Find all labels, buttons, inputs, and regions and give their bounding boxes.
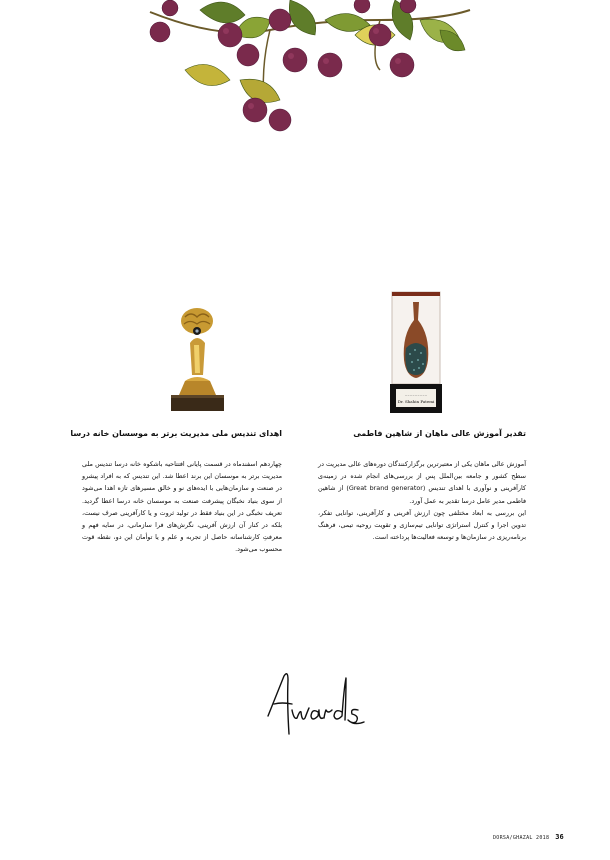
right-award-heading: تقدیر آموزش عالی ماهان از شاهین فاطمی	[353, 429, 526, 438]
page-number: 36	[555, 833, 564, 841]
left-award-section	[70, 428, 282, 556]
golden-trophy-image	[165, 303, 230, 413]
page-footer	[493, 833, 597, 845]
svg-text:~~~~~~~~~: ~~~~~~~~~	[404, 393, 428, 397]
plaque-text: Dr. Shahin Fatemi	[397, 399, 435, 404]
footer-issue-label: DORSA/GHAZAL 2018	[493, 835, 550, 841]
blackberry-branch-image	[140, 0, 480, 140]
right-award-section	[318, 428, 526, 543]
vase-trophy-image	[388, 290, 444, 415]
right-award-paragraph: این بررسی به ابعاد مختلفی چون ارزش آفرینی و کارآفرینی، توانایی تفکر، تدوین اجرا و کنترل استراتژی توانایی تیم‌سازی و تقویت روحیه تیمی، فرهنگ برنامه‌ریزی در سازمان‌ها و توسعه فعالیت‌ها پرداخته است.	[318, 508, 526, 542]
awards-signature-text: Awards	[316, 740, 320, 741]
right-award-paragraph: آموزش عالی ماهان یکی از معتبرترین برگزارکنندگان دوره‌های عالی مدیریت در سطح کشور و جامعه بین‌الملل پس از بررسی‌های انجام شده در زمینه‌ی کارآفرینی و نوآوری با اهدای تندیس (Great brand generator) از شاهین فاطمی مدیر عامل درسا تقدیر به عمل آورد.	[318, 460, 526, 505]
awards-signature	[262, 668, 370, 742]
left-award-paragraph: چهاردهم اسفندماه در قسمت پایانی افتتاحیه باشکوه خانه درسا تندیس ملی مدیریت برتر به موسسان این برند اعطا شد. این تندیس که به افراد پیشرو در صنعت و سازمان‌هایی با ایده‌های نو و خالق مسیرهای تازه اهدا می‌شود از سوی بنیاد نخبگان پیشرفت صنعت به موسسان خانه درسا اعطا گردید. تعریف نخبگی در این بنیاد فقط در تولید ثروت و یا کارآفرینی صرف نیست، بلکه در کنار آن ارزش آفرینی، نگرش‌های فرا سازمانی، در سایه فهم و معرفتِ کارشناسانه حاصل از تجربه و علم و یا توأمان این دو، نقطه قوت محسوب می‌شود.	[82, 460, 282, 554]
left-award-heading: اهدای تندیس ملی مدیریت برتر به موسسان خانه درسا	[70, 429, 282, 438]
